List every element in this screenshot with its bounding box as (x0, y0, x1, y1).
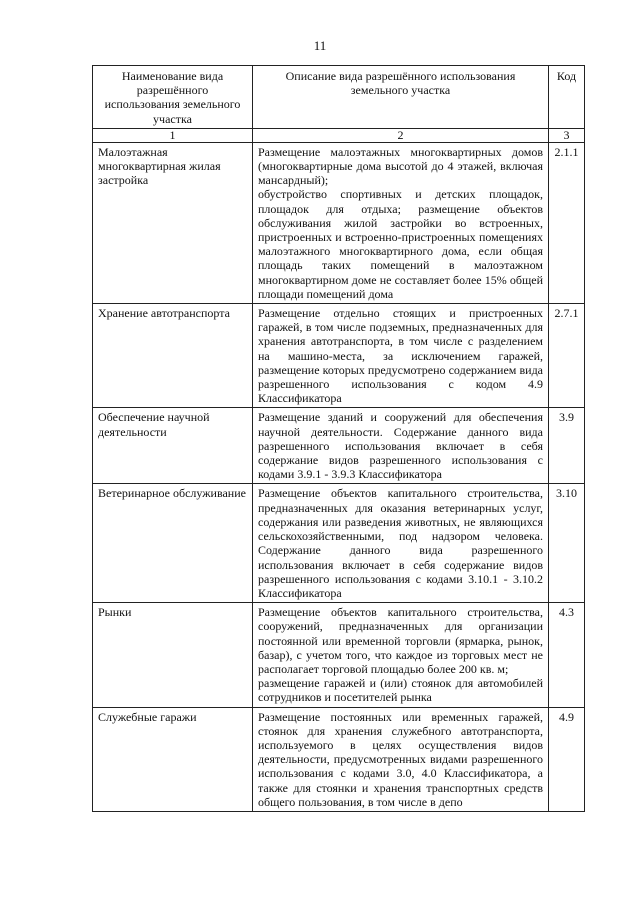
use-description (253, 304, 549, 408)
column-index: 3 (549, 128, 585, 142)
header-name: Наименование вида разрешённого использования земельного участка (93, 66, 253, 129)
column-index-row (93, 128, 585, 142)
description-paragraph: Размещение малоэтажных многоквартирных домов (многоквартирные дома высотой до 4 этажей, включая мансардный); (258, 144, 543, 188)
header-description: Описание вида разрешённого использования земельного участка (253, 66, 549, 129)
use-name: Рынки (93, 603, 253, 707)
page-number: 11 (313, 38, 327, 53)
description-paragraph: Размещение зданий и сооружений для обеспечения научной деятельности. Содержание данного вида разрешенного использования включает в себя содержание видов разрешенного использования с кодами 3.9.1 - 3.9.3 Классификатора (258, 410, 543, 482)
description-paragraph: Размещение объектов капитального строительства, сооружений, предназначенных для организации постоянной или временной торговли (ярмарка, рынок, базар), с учетом того, что каждое из торговых мест не располагает торговой площадью более 200 кв. м; (258, 605, 543, 676)
use-code: 3.9 (549, 408, 585, 484)
use-name: Ветеринарное обслуживание (93, 484, 253, 603)
table-row (93, 408, 585, 484)
table-row (93, 142, 585, 303)
use-code: 2.7.1 (549, 304, 585, 408)
column-index: 2 (253, 128, 549, 142)
table-row (93, 484, 585, 603)
column-index: 1 (93, 128, 253, 142)
use-name: Обеспечение научной деятельности (93, 408, 253, 484)
land-use-table (92, 65, 585, 812)
use-description (253, 484, 549, 603)
use-code: 4.3 (549, 603, 585, 707)
use-name: Служебные гаражи (93, 707, 253, 811)
description-paragraph: обустройство спортивных и детских площадок, площадок для отдыха; размещение объектов обслуживания жилой застройки во встроенных, пристроенных и встроенно-пристроенных помещениях малоэтажного многоквартирного дома, если общая площадь таких помещений в малоэтажном многоквартирном доме не составляет более 15% общей площади помещений дома (258, 187, 543, 301)
use-name: Малоэтажная многоквартирная жилая застройка (93, 142, 253, 303)
use-code: 3.10 (549, 484, 585, 603)
use-description (253, 408, 549, 484)
header-row (93, 66, 585, 129)
table-row (93, 603, 585, 707)
use-description (253, 142, 549, 303)
description-paragraph: Размещение постоянных или временных гаражей, стоянок для хранения служебного автотранспорта, используемого в целях осуществления видов деятельности, предусмотренных видами разрешенного использования с кодами 3.0, 4.0 Классификатора, а также для стоянки и хранения транспортных средств общего пользования, в том числе в депо (258, 709, 543, 809)
use-code: 4.9 (549, 707, 585, 811)
header-code: Код (549, 66, 585, 129)
use-description (253, 603, 549, 707)
use-name: Хранение автотранспорта (93, 304, 253, 408)
description-paragraph: Размещение отдельно стоящих и пристроенных гаражей, в том числе подземных, предназначенных для хранения автотранспорта, в том числе с разделением на машино-места, за исключением гаражей, размещение которых предусмотрено содержанием вида разрешенного использования с кодом 4.9 Классификатора (258, 306, 543, 406)
description-paragraph: Размещение объектов капитального строительства, предназначенных для оказания ветеринарных услуг, содержания или разведения животных, не являющихся сельскохозяйственными, под надзором человека. Содержание данного вида разрешенного использования включает в себя содержание видов разрешенного использования с кодами 3.10.1 - 3.10.2 Классификатора (258, 486, 543, 600)
description-paragraph: размещение гаражей и (или) стоянок для автомобилей сотрудников и посетителей рынка (258, 676, 543, 705)
use-code: 2.1.1 (549, 142, 585, 303)
use-description (253, 707, 549, 811)
table-row (93, 707, 585, 811)
table-row (93, 304, 585, 408)
